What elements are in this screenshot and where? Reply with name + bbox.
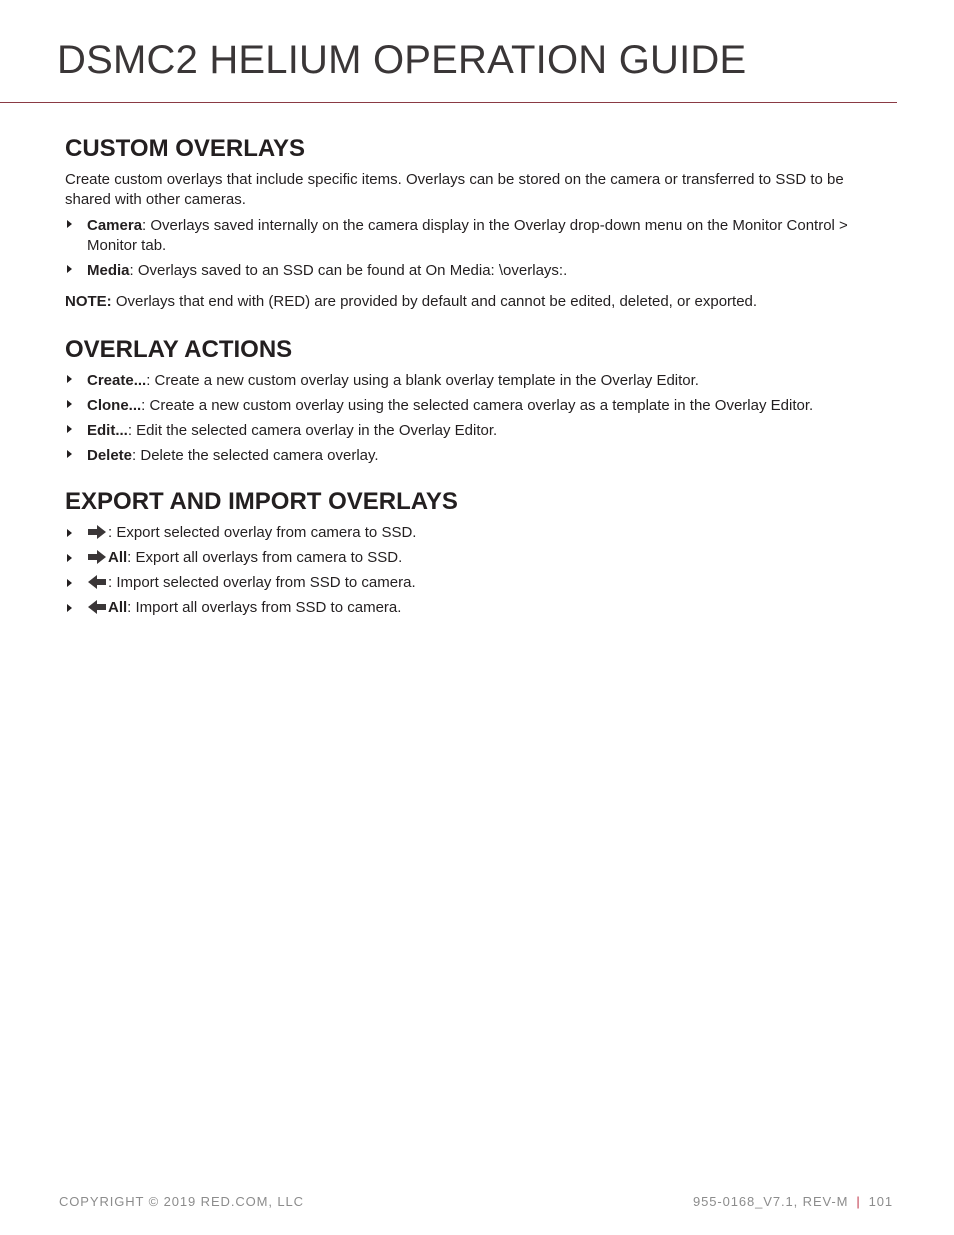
arrow-left-icon [87, 574, 107, 590]
list-item [65, 548, 891, 568]
footer-doc-info [693, 1194, 893, 1209]
item-text: : Edit the selected camera overlay in the Overlay Editor. [127, 422, 498, 439]
item-text: : Import all overlays from SSD to camera. [127, 599, 402, 616]
page-number: 101 [868, 1194, 893, 1209]
page-content [65, 134, 891, 623]
list-item [65, 261, 891, 281]
bullet-triangle-icon [67, 604, 72, 612]
footer-separator: | [856, 1194, 861, 1209]
export-import-heading: EXPORT AND IMPORT OVERLAYS [65, 488, 458, 515]
item-term: Media [87, 262, 130, 279]
title-divider [0, 102, 897, 103]
custom-overlays-list [65, 216, 891, 281]
item-term: Delete [87, 447, 133, 464]
bullet-triangle-icon [67, 425, 72, 433]
list-item [65, 421, 891, 441]
item-term: Clone... [87, 397, 142, 414]
item-text: : Overlays saved to an SSD can be found at On Media: \overlays:. [129, 262, 568, 279]
bullet-triangle-icon [67, 450, 72, 458]
arrow-right-icon [87, 549, 107, 565]
bullet-triangle-icon [67, 375, 72, 383]
bullet-triangle-icon [67, 554, 72, 562]
note-text: Overlays that end with (RED) are provided by default and cannot be edited, deleted, or exported. [111, 293, 758, 310]
export-import-list [65, 523, 891, 618]
custom-overlays-intro: Create custom overlays that include specific items. Overlays can be stored on the camera or transferred to SSD to be shared with other cameras. [65, 171, 844, 208]
item-text: : Delete the selected camera overlay. [132, 447, 379, 464]
overlay-actions-heading: OVERLAY ACTIONS [65, 336, 293, 363]
bullet-triangle-icon [67, 400, 72, 408]
arrow-right-icon [87, 524, 107, 540]
item-text: : Import selected overlay from SSD to camera. [108, 574, 416, 591]
item-text: : Create a new custom overlay using the selected camera overlay as a template in the Overlay Editor. [141, 397, 814, 414]
item-text: : Overlays saved internally on the camera display in the Overlay drop-down menu on the Monitor Control > Monitor tab. [87, 217, 848, 254]
footer-copyright: COPYRIGHT © 2019 RED.COM, LLC [59, 1194, 304, 1209]
item-term: Edit... [87, 422, 128, 439]
item-term: Camera [87, 217, 143, 234]
overlay-actions-section [65, 335, 891, 466]
item-term: All [108, 549, 128, 566]
item-term: Create... [87, 372, 147, 389]
arrow-left-icon [87, 599, 107, 615]
custom-overlays-heading: CUSTOM OVERLAYS [65, 135, 306, 162]
bullet-triangle-icon [67, 265, 72, 273]
bullet-triangle-icon [67, 529, 72, 537]
item-text: : Create a new custom overlay using a blank overlay template in the Overlay Editor. [146, 372, 699, 389]
note-label: NOTE: [65, 293, 112, 310]
bullet-triangle-icon [67, 220, 72, 228]
overlay-actions-list [65, 371, 891, 466]
list-item [65, 446, 891, 466]
document-title: DSMC2 HELIUM OPERATION GUIDE [57, 38, 747, 82]
list-item [65, 573, 891, 593]
footer-doc-id: 955-0168_V7.1, REV-M [693, 1194, 849, 1209]
bullet-triangle-icon [67, 579, 72, 587]
list-item [65, 216, 891, 256]
list-item [65, 371, 891, 391]
list-item [65, 523, 891, 543]
item-term: All [108, 599, 128, 616]
item-text: : Export selected overlay from camera to SSD. [108, 524, 417, 541]
item-text: : Export all overlays from camera to SSD. [127, 549, 403, 566]
export-import-section [65, 487, 891, 618]
note-paragraph [65, 292, 891, 312]
custom-overlays-section [65, 134, 891, 312]
list-item [65, 598, 891, 618]
list-item [65, 396, 891, 416]
